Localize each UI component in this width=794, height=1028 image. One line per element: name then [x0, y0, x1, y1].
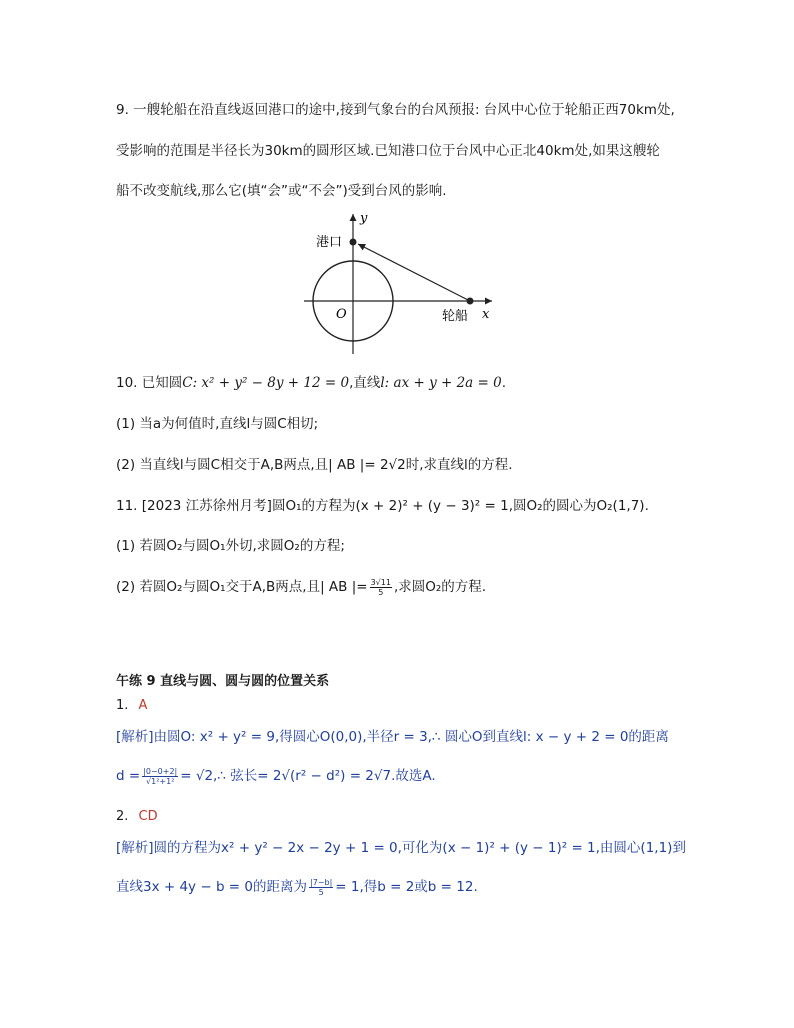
a1-line-2-b: = √2,∴ 弦长= 2√(r² − d²) = 2√7.故选A. [180, 768, 436, 784]
y-label: y [360, 211, 368, 226]
q11-frac-den: 5 [378, 587, 384, 597]
q10-num: 10. 已知圆 [116, 375, 183, 391]
port-point [350, 239, 357, 246]
q9-line-3: 船不改变航线,那么它(填“会”或“不会”)受到台风的影响. [116, 183, 447, 199]
a2-frac-den: 5 [318, 887, 324, 897]
ship-label: 轮船 [442, 309, 469, 324]
a1-frac-num: |0−0+2| [143, 766, 178, 776]
q10-part-2: (2) 当直线l与圆C相交于A,B两点,且| AB |= 2√2时,求直线l的方程. [116, 457, 513, 473]
a1-header [116, 696, 147, 716]
q11-part-2-b: ,求圆O₂的方程. [393, 579, 487, 595]
a2-answer: CD [138, 809, 158, 824]
a1-num: 1. [116, 698, 129, 713]
q10-circle-eq: C: x² + y² − 8y + 12 = 0 [182, 375, 350, 391]
a2-header [116, 807, 158, 827]
a2-num: 2. [116, 809, 129, 824]
q9-line-2: 受影响的范围是半径长为30km的圆形区域.已知港口位于台风中心正北40km处,如果这艘轮 [116, 143, 660, 159]
ship-point [467, 298, 474, 305]
q9-line-1: 9. 一艘轮船在沿直线返回港口的途中,接到气象台的台风预报: 台风中心位于轮船正西70km处, [116, 102, 675, 118]
q10-part-1: (1) 当a为何值时,直线l与圆C相切; [116, 416, 319, 432]
a1-line-1: [解析]由圆O: x² + y² = 9,得圆心O(0,0),半径r = 3,∴ 圆心O到直线l: x − y + 2 = 0的距离 [116, 729, 669, 745]
section-title: 午练 9 直线与圆、圆与圆的位置关系 [116, 674, 330, 689]
a2-fraction [309, 878, 333, 897]
q10-head [116, 373, 506, 393]
a2-frac-num: |7−b| [310, 877, 333, 887]
a2-line-2-b: = 1,得b = 2或b = 12. [335, 879, 478, 895]
a2-line-2-a: 直线3x + 4y − b = 0的距离为 [116, 879, 307, 895]
q11-head: 11. [2023 江苏徐州月考]圆O₁的方程为(x + 2)² + (y − 3)² = 1,圆O₂的圆心为O₂(1,7). [116, 498, 649, 514]
typhoon-diagram [296, 208, 496, 358]
port-label: 港口 [316, 235, 343, 250]
a2-line-1: [解析]圆的方程为x² + y² − 2x − 2y + 1 = 0,可化为(x − 1)² + (y − 1)² = 1,由圆心(1,1)到 [116, 840, 686, 856]
q10-line-eq: l: ax + y + 2a = 0 [380, 375, 502, 391]
a1-frac-den: √1²+1² [146, 776, 175, 786]
q11-fraction [370, 578, 392, 597]
q11-frac-num: 3√11 [370, 577, 391, 587]
q10-end: . [501, 375, 507, 391]
a1-fraction [142, 767, 178, 786]
a1-line-2-a: d = [116, 768, 141, 784]
q10-mid: ,直线 [349, 375, 381, 391]
a1-answer: A [138, 698, 148, 713]
q11-part-2 [116, 577, 486, 597]
q11-part-2-a: (2) 若圆O₂与圆O₁交于A,B两点,且| AB |= [116, 579, 368, 595]
ship-route [358, 244, 470, 301]
x-label: x [482, 307, 490, 322]
origin-label: O [336, 307, 347, 322]
a1-line-2 [116, 766, 436, 786]
a2-line-2 [116, 877, 478, 897]
q11-part-1: (1) 若圆O₂与圆O₁外切,求圆O₂的方程; [116, 538, 345, 554]
